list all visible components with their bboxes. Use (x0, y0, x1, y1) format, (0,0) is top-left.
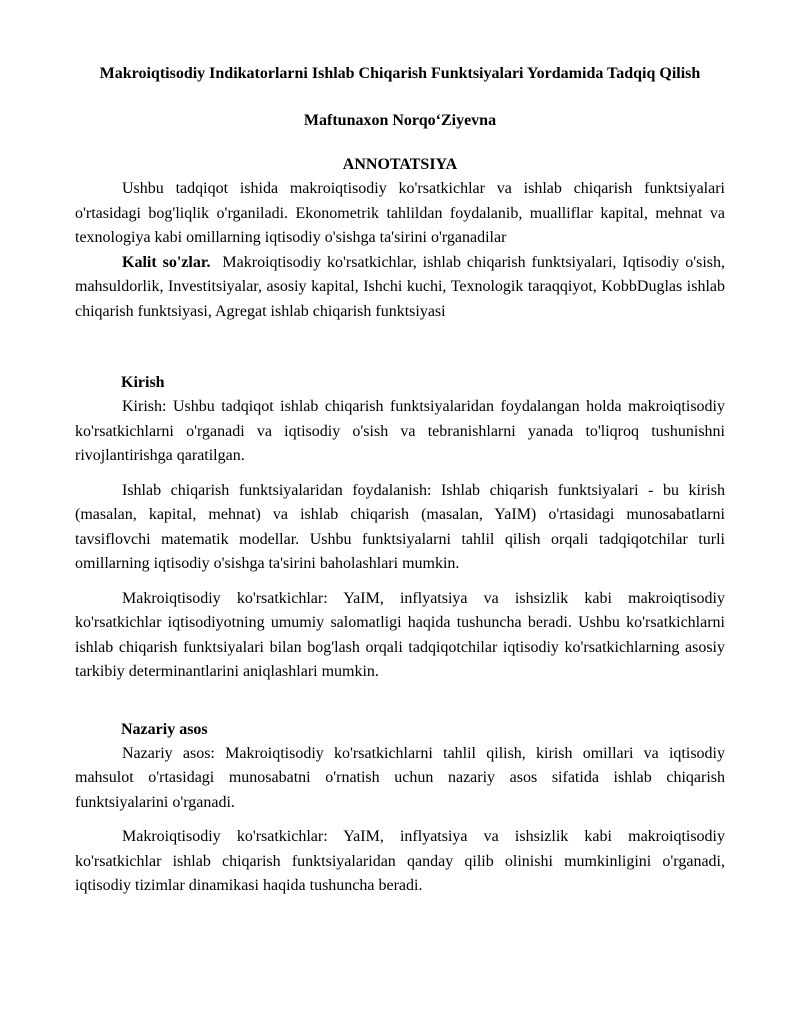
kirish-paragraph-1: Kirish: Ushbu tadqiqot ishlab chiqarish funktsiyalaridan foydalangan holda makroiqtisodiy ko'rsatkichlarni o'rganadi va iqtisodiy o'sish va tebranishlarni yanada to'liqroq tushunishni rivojlantirishga qaratilgan. (75, 398, 725, 464)
abstract-heading: ANNOTATSIYA (342, 156, 458, 173)
kirish-paragraph-3: Makroiqtisodiy ko'rsatkichlar: YaIM, inflyatsiya va ishsizlik kabi makroiqtisodiy ko'rsatkichlar iqtisodiyotning umumiy salomatligi haqida tushuncha beradi. Ushbu ko'rsatkichlarni ishlab chiqarish funktsiyalari bilan bog'lash orqali tadqiqotchilar iqtisodiy ko'rsatkichlarning asosiy tarkibiy determinantlarini aniqlashlari mumkin. (75, 589, 725, 680)
kirish-paragraph-2: Ishlab chiqarish funktsiyalaridan foydalanish: Ishlab chiqarish funktsiyalari - bu kirish (masalan, kapital, mehnat) va ishlab chiqarish (masalan, YaIM) o'rtasidagi munosabatlarni tavsiflovchi matematik modellar. Ushbu funktsiyalarni tahlil qilish orqali tadqiqotchilar turli omillarning iqtisodiy o'sishga ta'sirini baholashlari mumkin. (75, 481, 725, 572)
keywords-text: Makroiqtisodiy ko'rsatkichlar, ishlab chiqarish funktsiyalari, Iqtisodiy o'sish, mahsuldorlik, Investitsiyalar, asosiy kapital, Ishchi kuchi, Texnologik taraqqiyot, KobbDuglas ishlab chiqarish funktsiyasi, Agregat ishlab chiqarish funktsiyasi (75, 253, 726, 320)
document-page (75, 62, 725, 899)
nazariy-paragraph-2: Makroiqtisodiy ko'rsatkichlar: YaIM, inflyatsiya va ishsizlik kabi makroiqtisodiy ko'rsatkichlar ishlab chiqarish funktsiyalaridan qanday qilib olinishi mumkinligini o'rganadi, iqtisodiy tizimlar dinamikasi haqida tushuncha beradi. (75, 828, 725, 894)
author-name: Maftunaxon Norqo‘Ziyevna (303, 112, 497, 129)
section-heading-nazariy-asos: Nazariy asos (121, 720, 208, 738)
nazariy-paragraph-1: Nazariy asos: Makroiqtisodiy ko'rsatkichlarni tahlil qilish, kirish omillari va iqtisodiy mahsulot o'rtasidagi munosabatni o'rnatish uchun nazariy asos sifatida ishlab chiqarish funktsiyalarini o'rganadi. (75, 744, 725, 811)
keywords-paragraph (75, 251, 725, 325)
abstract-text: Ushbu tadqiqot ishida makroiqtisodiy ko'rsatkichlar va ishlab chiqarish funktsiyalari o'rtasidagi bog'liqlik o'rganiladi. Ekonometrik tahlildan foydalanib, mualliflar kapital, mehnat va texnologiya kabi omillarning iqtisodiy o'sishga ta'sirini o'rganadilar (75, 180, 725, 246)
document-title: Makroiqtisodiy Indikatorlarni Ishlab Chiqarish Funktsiyalari Yordamida Tadqiq Qilish (99, 65, 701, 82)
section-heading-kirish: Kirish (121, 374, 165, 391)
keywords-label: Kalit so'zlar. (122, 253, 211, 271)
